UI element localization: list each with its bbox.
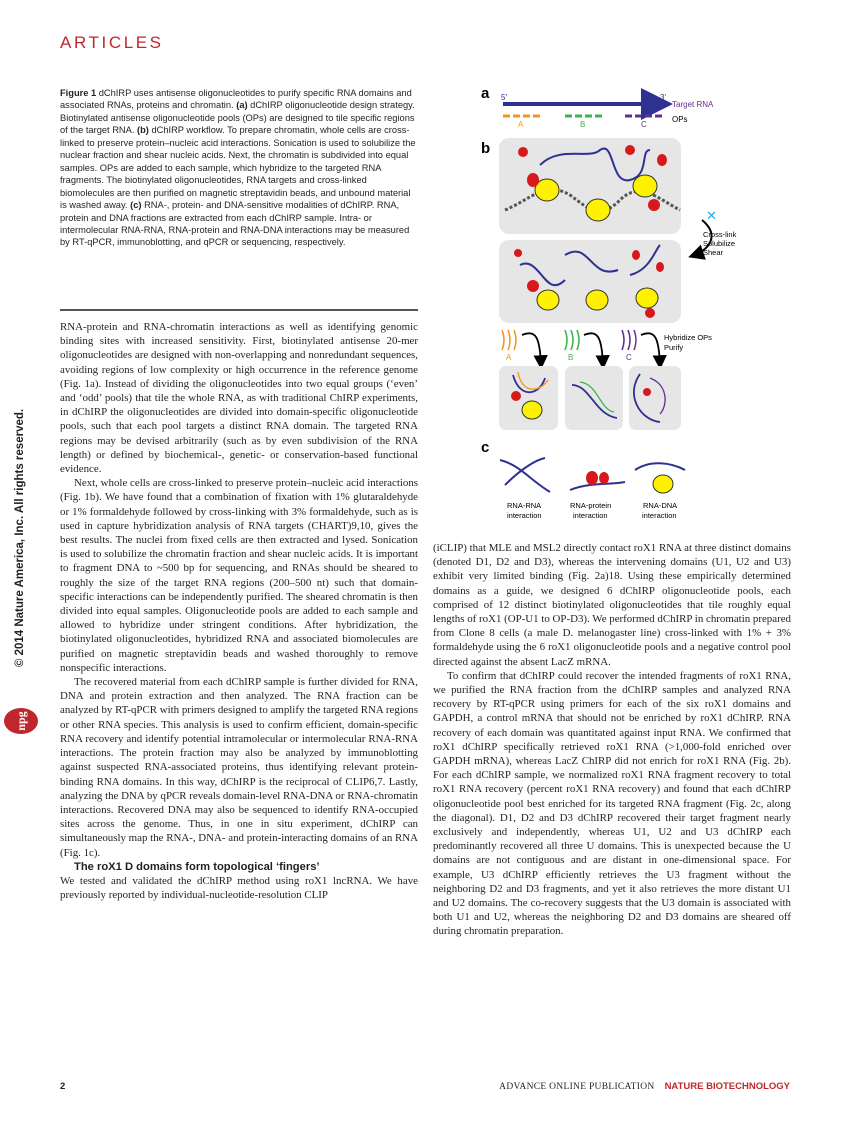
section-heading: The roX1 D domains form topological ‘fingers’: [74, 860, 320, 873]
caption-text: dChIRP workflow. To prepare chromatin, whole cells are cross-linked to preserve protein–nucleic acid interactions. Sonication is used to solubilize the nuclear fraction and shear nucleic acids. Next, the chromatin is subdivided into equal samples. OPs are added to each sample, which hybridize to the targeted RNA fragments. The biotinylated oligonucleotides, RNA targets and cross-linked biomolecules are then purified on magnetic streptavidin beads, and unbound material is washed away.: [60, 125, 416, 211]
nucleosome: [586, 290, 608, 310]
rna-rna-icon: [500, 458, 550, 492]
step1-solubilize: Solubilize: [703, 239, 736, 248]
section-header: ARTICLES: [60, 33, 164, 52]
hyb-pool-a-label: A: [506, 353, 512, 362]
running-footer: [499, 1081, 790, 1092]
nucleosome: [633, 175, 657, 197]
target-rna-label: Target RNA: [672, 100, 714, 109]
panel-a-label: a: [481, 85, 490, 102]
three-prime-label: 3′: [660, 93, 666, 102]
step2-purify: Purify: [664, 343, 684, 352]
step1-shear: Shear: [703, 248, 724, 257]
protein: [648, 199, 660, 211]
paragraph: Next, whole cells are cross-linked to preserve protein–nucleic acid interactions (Fig. 1b). We have found that a combination of fixation with 1% glutaraldehyde or 1% formaldehyde followed by cross-linking with 3% formaldehyde, such as is used in capture hybridization analysis of RNA targets (CHART)9,10, gives the best results. The nuclei from fixed cells are then extracted and lysed. Sonication is used to solubilize the chromatin fraction and shear nucleic acids. It is important to fragment DNA to ~500 bp for sequencing, and RNAs should be sheared to roughly the size of the target RNA regions (200–500 nt) such that domain-specific interactions can be independently purified. The sheared chromatin is then divided into equal samples. Oligonucleotide pools are added to each sample and allowed to hybridize under stringent conditions. After hybridization, the biotinylated oligonucleotides, hybridized RNA and associated biomolecules are purified on magnetic streptavidin beads and washed thoroughly to remove nonspecific interactions.: [60, 477, 418, 674]
publication-status: ADVANCE ONLINE PUBLICATION: [499, 1082, 655, 1092]
op-pool-b: [565, 330, 579, 350]
protein: [527, 280, 539, 292]
protein: [645, 308, 655, 318]
c3-label-2: interaction: [642, 511, 677, 520]
rna-dna-nucleosome: [653, 475, 673, 493]
figure-label: Figure 1: [60, 88, 97, 98]
rna-dna-rna: [635, 463, 685, 470]
npg-logo: npg: [4, 708, 38, 734]
paragraph: (iCLIP) that MLE and MSL2 directly contact roX1 RNA at three distinct domains (denoted D1, D2 and D3), whereas the intervening domains (U1, U2 and U3) exhibit very limited binding (Fig. 2a)18. Using these empirically determined domains as a guide, we designed 6 dChIRP oligonucleotide pools, each comprised of 12 distinct biotinylated oligonucleotides that tile roughly equal lengths of roX1 (OP-U1 to OP-D3). We performed dChIRP in chromatin prepared from Clone 8 cells (a male D. melanogaster line) cross-linked with 1% + 3% formaldehyde using the 6 roX1 oligonucleotide pools and a negative control pool directed against the absent LacZ mRNA.: [433, 542, 791, 668]
journal-name: NATURE BIOTECHNOLOGY: [664, 1081, 790, 1092]
pool-a-label: A: [518, 120, 524, 129]
nucleosome: [636, 288, 658, 308]
protein: [656, 262, 664, 272]
step1-crosslink: Cross-link: [703, 230, 737, 239]
c3-label-1: RNA-DNA: [643, 501, 678, 510]
protein: [511, 391, 521, 401]
arrow-b: [584, 333, 603, 366]
page-number: 2: [60, 1081, 66, 1092]
copyright-notice: © 2014 Nature America, Inc. All rights reserved.: [14, 408, 26, 668]
arrow-c: [641, 333, 660, 366]
c1-label-1: RNA-RNA: [507, 501, 542, 510]
nucleosome: [586, 199, 610, 221]
pool-c-label: C: [641, 120, 647, 129]
panel-c-label: c: [481, 439, 490, 456]
c2-label-2: interaction: [573, 511, 608, 520]
five-prime-label: 5′: [501, 93, 507, 102]
caption-text: RNA-, protein- and DNA-sensitive modalities of dChIRP. RNA, protein and DNA fractions are extracted from each dChIRP sample. Intra- or intermolecular RNA-RNA, RNA-protein and RNA-DNA interactions may be measured by RT-qPCR, immunoblotting, and qPCR or sequencing, respectively.: [60, 200, 410, 248]
paragraph: RNA-protein and RNA-chromatin interactions as well as identifying genomic binding sites with increased sensitivity. First, biotinylated antisense 20-mer oligonucleotides are designed with non-overlapping and nonredundant sequences, avoiding regions of low complexity or high occurrence in the reference genome (Fig. 1a). Instead of dividing the oligonucleotides into two equal groups (‘even’ and ‘odd’ pools) that tile the whole RNA, as with traditional ChIRP experiments, in dChIRP the oligonucleotides are divided into domain-specific oligonucleotide pools, such that each pool targets a distinct RNA domain. The targeted RNA regions may be devised arbitrarily (such as by even subdivision of the RNA length) or defined by biochemical-, genetic- or conservation-based functional evidence.: [60, 321, 418, 476]
caption-panel-ref: (a): [236, 100, 248, 111]
pool-b-label: B: [580, 120, 586, 129]
rna-protein-rna: [570, 482, 625, 490]
protein: [657, 154, 667, 166]
nucleosome: [537, 290, 559, 310]
panel-b-label: b: [481, 140, 491, 157]
c2-label-1: RNA-protein: [570, 501, 612, 510]
nucleosome: [522, 401, 542, 419]
step2-hybridize: Hybridize OPs: [664, 333, 712, 342]
protein: [643, 388, 651, 396]
purified-box-a: [499, 366, 558, 430]
crosslink-icon: ✕: [706, 208, 717, 223]
hyb-pool-c-label: C: [626, 353, 632, 362]
op-pool-a: [502, 330, 516, 350]
op-pool-c: [622, 330, 636, 350]
rna-protein-protein: [599, 472, 609, 484]
protein: [625, 145, 635, 155]
c1-label-2: interaction: [507, 511, 542, 520]
paragraph: We tested and validated the dChIRP method using roX1 lncRNA. We have previously reported by individual-nucleotide-resolution CLIP: [60, 874, 418, 901]
protein: [632, 250, 640, 260]
ops-label: OPs: [672, 115, 688, 124]
protein: [527, 173, 539, 187]
arrow-a: [522, 333, 541, 366]
purified-box-b: [565, 366, 623, 430]
protein: [514, 249, 522, 257]
rna-protein-protein: [586, 471, 598, 485]
hyb-pool-b-label: B: [568, 353, 574, 362]
caption-panel-ref: (c): [130, 200, 142, 211]
paragraph: To confirm that dChIRP could recover the intended fragments of roX1 RNA, we purified the RNA fraction from the dChIRP samples and analyzed RNA recovery by RT-qPCR using primers for each of the six roX1 domains and GAPDH, a control mRNA that should not be enriched by roX1 dChIRP. RNA recovery of each domain was quantitated against input RNA. We confirmed that roX1 dChIRP specifically retrieved roX1 RNA (>1,000-fold enriched over GAPDH mRNA), whereas LacZ ChIRP did not enrich for roX1 RNA (Fig. 2b). For each dChIRP sample, we normalized roX1 RNA fragment recovery to total roX1 RNA recovery (percent roX1 RNA recovery) and found that each dChIRP oligonucleotide pool best enriched for its targeted RNA fragment (Fig. 2c, along the diagonal). D1, D2 and D3 dChIRP recovered their target fragment nearly exclusively and independently, whereas U1, U2 and U3 dChIRP each predominantly recovered all three U domains. This is unexpected because the U domains are not contiguous and are distant in one-dimensional space. For example, U3 dChIRP efficiently retrieves the U3 fragment without the neighboring D2 and D3 fragments, and yet it also retrieves the more distant U1 and U2 domains. The co-recovery suggests that the U3 domain is associated with both U1 and U2, whereas the neighboring D2 and D3 domains are sheared off during chromatin preparation.: [433, 669, 791, 938]
caption-text: dChIRP oligonucleotide design strategy. Biotinylated antisense oligonucleotide pools (OPs) are designed to tile specific regions of the target RNA.: [60, 100, 415, 136]
protein: [518, 147, 528, 157]
paragraph: The recovered material from each dChIRP sample is further divided for RNA, DNA and protein extraction and then analyzed. The RNA fraction can be analyzed by RT-qPCR with primers designed to amplify the targeted RNA regions or other RNA species. This analysis is used to confirm efficient, domain-specific RNA recovery and identify potential intramolecular or intermolecular RNA-RNA interactions. The protein fraction may also be analyzed by immunoblotting against suspected RNA-associated proteins, thus identifying relevant protein-binding RNA domains. In this way, dChIRP is the reciprocal of CLIP6,7. Lastly, analyzing the DNA by qPCR reveals domain-level RNA-DNA or RNA-chromatin interactions. Recovered DNA may also be sequenced to identify RNA-occupied sites across the genome. Thus, in one in situ experiment, dChIRP can simultaneously map the RNA-, DNA- and protein-interacting domains of an RNA (Fig. 1c).: [60, 676, 418, 859]
caption-text: dChIRP uses antisense oligonucleotides to purify specific RNA domains and associated RNAs, proteins and chromatin.: [60, 88, 412, 111]
caption-panel-ref: (b): [137, 125, 149, 136]
